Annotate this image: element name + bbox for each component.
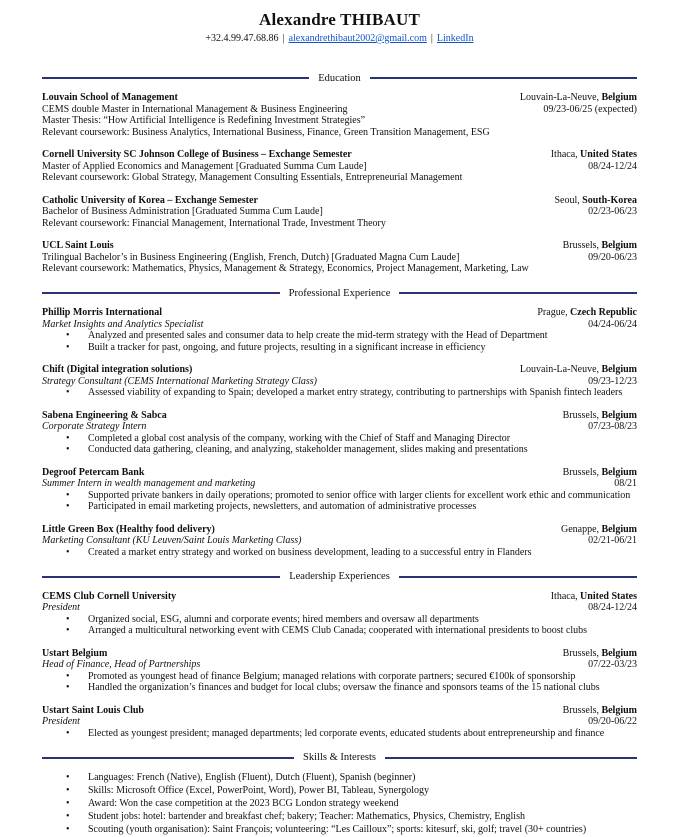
divider-rule — [385, 757, 637, 759]
education-entry — [42, 149, 637, 184]
bullet-item: • Languages: French (Native), English (Fluent), Dutch (Fluent), Spanish (beginner) — [42, 772, 637, 784]
coursework-line: Relevant coursework: Financial Management, International Trade, Investment Theory — [42, 217, 386, 229]
role-title: President — [42, 602, 80, 613]
company-name: Chift (Digital integration solutions) — [42, 364, 193, 375]
role-title: Strategy Consultant (CEMS International Marketing Strategy Class) — [42, 375, 317, 387]
company-name: Little Green Box (Healthy food delivery) — [42, 523, 215, 535]
location-city: Seoul, — [554, 194, 580, 206]
date-range: 07/23-08/23 — [588, 421, 637, 432]
location-country: United States — [580, 590, 637, 602]
institution-name: Catholic University of Korea – Exchange Semester — [42, 194, 258, 206]
divider-rule — [399, 292, 637, 294]
date-range: 09/20-06/22 — [588, 716, 637, 727]
section-divider-education — [42, 73, 637, 85]
location-city: Genappe, — [561, 523, 600, 535]
location — [563, 240, 637, 252]
divider-rule — [370, 77, 637, 79]
company-name: Phillip Morris International — [42, 307, 162, 318]
location — [561, 524, 637, 536]
date-range: 09/23-12/23 — [588, 375, 637, 387]
section-title-leadership: Leadership Experiences — [289, 571, 390, 582]
organization-name: CEMS Club Cornell University — [42, 590, 177, 602]
date-range: 08/24-12/24 — [588, 602, 637, 613]
education-entry — [42, 195, 637, 230]
institution-name: Cornell University SC Johnson College of Business – Exchange Semester — [42, 149, 352, 160]
separator: | — [430, 33, 433, 44]
section-divider-leadership — [42, 571, 637, 583]
divider-rule — [42, 576, 280, 578]
degree-line: Trilingual Bachelor’s in Business Engineering (English, French, Dutch) [Graduated Magna Cum Laude] — [42, 251, 460, 263]
role-title: Corporate Strategy Intern — [42, 421, 147, 432]
location-country: Czech Republic — [570, 307, 637, 318]
bullet-item: • Elected as youngest president; managed departments; led corporate events, educated students about entrepreneurship and finance — [42, 728, 637, 740]
institution-name: Louvain School of Management — [42, 92, 178, 103]
section-title-experience: Professional Experience — [288, 287, 391, 299]
bullet-item: • Handled the organization’s finances and budget for local clubs; oversaw the finance and sponsors teams of the 15 national clubs — [42, 682, 637, 694]
leadership-entry — [42, 705, 637, 740]
location-city: Louvain-La-Neuve, — [519, 364, 600, 375]
contact-line — [42, 33, 637, 45]
bullet-item: • Analyzed and presented sales and consumer data to help create the mid-term strategy with the Head of Department — [42, 330, 637, 342]
organization-name: Ustart Saint Louis Club — [42, 704, 144, 716]
location-country: Belgium — [601, 364, 637, 375]
section-title-skills: Skills & Interests — [303, 752, 376, 763]
location-city: Brussels, — [562, 647, 600, 659]
education-entry — [42, 92, 637, 138]
location-country: Belgium — [601, 409, 637, 421]
location-city: Prague, — [537, 307, 568, 318]
degree-line: CEMS double Master in International Management & Business Engineering — [42, 103, 348, 115]
experience-entry — [42, 524, 637, 559]
location-country: United States — [580, 149, 637, 160]
date-range: 02/21-06/21 — [588, 535, 637, 546]
bullet-item: • Student jobs: hotel: bartender and breakfast chef; bakery; Teacher: Mathematics, Physics, Chemistry, English — [42, 811, 637, 823]
location — [563, 648, 637, 660]
company-name: Sabena Engineering & Sabca — [42, 409, 167, 421]
organization-name: Ustart Belgium — [42, 647, 108, 659]
location — [563, 467, 637, 479]
date-range: 08/24-12/24 — [588, 160, 637, 172]
leadership-entry — [42, 591, 637, 637]
bullet-item: • Promoted as youngest head of finance Belgium; managed relations with corporate partners; secured €100k of sponsorship — [42, 671, 637, 683]
experience-entry — [42, 467, 637, 513]
location-country: Belgium — [601, 704, 637, 716]
bullet-item: • Conducted data gathering, cleaning, and analyzing, stakeholder management, slides making and presentations — [42, 444, 637, 456]
location-country: Belgium — [601, 240, 637, 251]
divider-rule — [42, 292, 280, 294]
bullet-item: • Built a tracker for past, ongoing, and future projects, resulting in a significant increase in efficiency — [42, 342, 637, 354]
location-city: Ithaca, — [550, 149, 578, 160]
location-city: Louvain-La-Neuve, — [519, 92, 600, 103]
role-title: Marketing Consultant (KU Leuven/Saint Louis Marketing Class) — [42, 535, 302, 546]
bullet-item: • Award: Won the case competition at the 2023 BCG London strategy weekend — [42, 798, 637, 810]
phone-number: +32.4.99.47.68.86 — [205, 33, 279, 44]
bullet-item: • Created a market entry strategy and worked on business development, leading to a successful entry in Flanders — [42, 547, 637, 559]
divider-rule — [42, 757, 294, 759]
location-city: Ithaca, — [550, 590, 578, 602]
role-title: Market Insights and Analytics Specialist — [42, 318, 204, 330]
location-city: Brussels, — [562, 409, 600, 421]
skills-list — [42, 772, 637, 836]
location — [563, 705, 637, 717]
coursework-line: Relevant coursework: Mathematics, Physics, Management & Strategy, Economics, Project Management, Marketing, Law — [42, 263, 529, 274]
section-divider-skills — [42, 752, 637, 764]
role-title: Summer Intern in wealth management and marketing — [42, 478, 256, 489]
experience-entry — [42, 364, 637, 399]
degree-line: Master of Applied Economics and Management [Graduated Summa Cum Laude] — [42, 160, 367, 172]
bullet-item: • Arranged a multicultural networking event with CEMS Club Canada; cooperated with international presidents to boost clubs — [42, 625, 637, 637]
coursework-line: Relevant coursework: Global Strategy, Management Consulting Essentials, Entrepreneurial Management — [42, 172, 463, 183]
bullet-item: • Skills: Microsoft Office (Excel, PowerPoint, Word), Power BI, Tableau, Synergology — [42, 785, 637, 797]
separator: | — [282, 33, 285, 44]
divider-rule — [42, 77, 309, 79]
date-range: 08/21 — [614, 478, 637, 489]
role-title: President — [42, 716, 80, 727]
location-country: Belgium — [601, 92, 637, 103]
education-entry — [42, 240, 637, 275]
location-country: South-Korea — [582, 194, 637, 206]
date-range: 09/20-06/23 — [588, 251, 637, 263]
bullet-item: • Completed a global cost analysis of the company, working with the Chief of Staff and Managing Director — [42, 433, 637, 445]
location-city: Brussels, — [562, 240, 600, 251]
location-city: Brussels, — [562, 704, 600, 716]
bullet-item: • Organized social, ESG, alumni and corporate events; hired members and oversaw all departments — [42, 614, 637, 626]
location-country: Belgium — [601, 466, 637, 478]
linkedin-link[interactable]: LinkedIn — [436, 33, 474, 44]
role-title: Head of Finance, Head of Partnerships — [42, 659, 201, 670]
experience-entry — [42, 410, 637, 456]
experience-entry — [42, 307, 637, 353]
location — [537, 307, 637, 319]
section-divider-experience — [42, 288, 637, 300]
leadership-entry — [42, 648, 637, 694]
bullet-item: • Assessed viability of expanding to Spain; developed a market entry strategy, contributing to partnerships with Spanish fintech leaders — [42, 387, 637, 399]
date-range: 02/23-06/23 — [588, 206, 637, 217]
location-country: Belgium — [601, 647, 637, 659]
page-title: Alexandre THIBAUT — [259, 10, 420, 29]
company-name: Degroof Petercam Bank — [42, 466, 145, 478]
thesis-line: Master Thesis: “How Artificial Intelligence is Redefining Investment Strategies” — [42, 115, 366, 126]
location — [551, 149, 637, 161]
bullet-item: • Participated in email marketing projects, newsletters, and automation of administrative processes — [42, 501, 637, 513]
date-range: 04/24-06/24 — [588, 318, 637, 330]
bullet-item: • Scouting (youth organisation): Saint François; volunteering: “Les Cailloux”; sports: kitesurf, ski, golf; travel (30+ countries) — [42, 824, 637, 836]
location — [551, 591, 637, 603]
email-link[interactable]: alexandrethibaut2002@gmail.com — [288, 33, 427, 44]
location — [520, 364, 637, 376]
date-range: 07/22-03/23 — [588, 659, 637, 670]
coursework-line: Relevant coursework: Business Analytics, International Business, Finance, Green Transition Management, ESG — [42, 126, 490, 138]
section-title-education: Education — [318, 72, 361, 84]
location — [520, 92, 637, 104]
institution-name: UCL Saint Louis — [42, 240, 114, 251]
divider-rule — [399, 576, 637, 578]
location — [555, 195, 638, 207]
degree-line: Bachelor of Business Administration [Graduated Summa Cum Laude] — [42, 206, 323, 217]
location-country: Belgium — [601, 523, 637, 535]
location — [563, 410, 637, 422]
date-range: 09/23-06/25 (expected) — [543, 103, 637, 115]
location-city: Brussels, — [562, 466, 600, 478]
bullet-item: • Supported private bankers in daily operations; promoted to senior office with larger clients for excellent work ethic and communication — [42, 490, 637, 502]
